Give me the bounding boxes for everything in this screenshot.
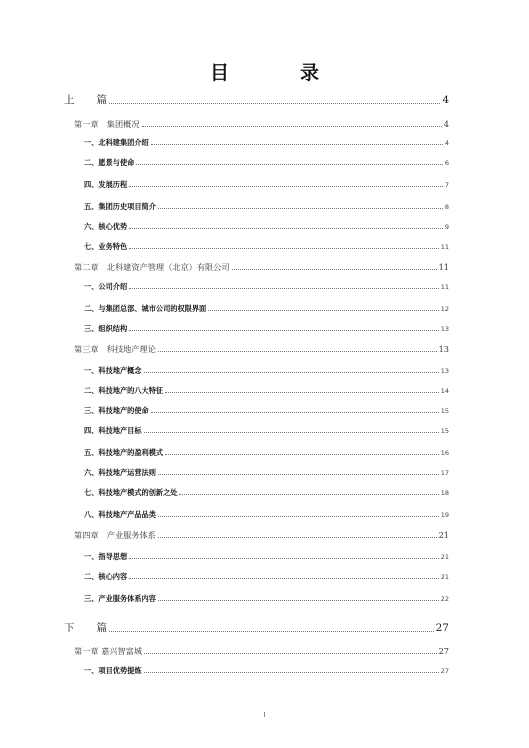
toc-leader-dots [158, 600, 439, 601]
toc-entry-label: 八、科技地产产品品类 [84, 510, 156, 519]
toc-entry-label: 第二章 北科建资产管理（北京）有限公司 [74, 262, 230, 272]
toc-entry-label: 六、核心优势 [84, 222, 128, 231]
toc-leader-dots [129, 578, 439, 579]
toc-section-entry[interactable] [84, 180, 449, 190]
toc-page-number: 14 [440, 387, 449, 395]
toc-page-number: 7 [444, 181, 449, 189]
toc-page-number: 18 [440, 489, 449, 497]
toc-entry-label: 六、科技地产运营法则 [84, 468, 156, 477]
toc-leader-dots [158, 516, 439, 517]
toc-page-number: 9 [444, 223, 449, 231]
toc-leader-dots [136, 164, 443, 165]
toc-section-entry[interactable] [84, 468, 449, 478]
toc-page-number: 11 [440, 283, 449, 291]
toc-page-number: 4 [442, 94, 449, 106]
toc-leader-dots [151, 144, 443, 145]
toc-leader-dots [109, 103, 440, 104]
toc-section-entry[interactable] [84, 552, 449, 562]
toc-section-entry[interactable] [84, 666, 449, 676]
toc-part-char-b: 篇 [96, 622, 107, 634]
toc-entry-label: 二、核心内容 [84, 572, 128, 581]
toc-part-char-a: 下 [64, 622, 75, 634]
toc-chapter-entry[interactable] [74, 530, 449, 541]
page-title: 目 录 [209, 62, 345, 84]
toc-section-entry[interactable] [84, 304, 449, 314]
toc-leader-dots [165, 392, 439, 393]
toc-page-number: 13 [440, 325, 449, 333]
toc-page-number: 17 [440, 469, 449, 477]
toc-entry-label: 第一章 嘉兴智富城 [74, 646, 143, 656]
toc-page-number: 8 [444, 203, 449, 211]
toc-page-number: 11 [440, 243, 449, 251]
toc-section-entry[interactable] [84, 324, 449, 334]
toc-chapter-entry[interactable] [74, 262, 449, 273]
toc-entry-label: 五、科技地产的盈利模式 [84, 448, 164, 457]
toc-leader-dots [144, 372, 439, 373]
toc-entry-label: 三、科技地产的使命 [84, 406, 149, 415]
toc-entry-label: 四、发展历程 [84, 180, 128, 189]
toc-page-number: 6 [444, 159, 449, 167]
toc-entry-label: 七、科技地产模式的创新之处 [84, 488, 178, 497]
toc-section-entry[interactable] [84, 386, 449, 396]
toc-leader-dots [158, 474, 439, 475]
toc-page-number: 13 [438, 344, 449, 354]
toc-leader-dots [129, 558, 439, 559]
toc-page-number: 4 [444, 139, 449, 147]
toc-entry-label: 一、科技地产概念 [84, 366, 142, 375]
toc-leader-dots [158, 208, 443, 209]
toc-section-entry[interactable] [84, 158, 449, 168]
toc-leader-dots [109, 631, 434, 632]
toc-section-entry[interactable] [84, 138, 449, 148]
toc-entry-label: 三、组织结构 [84, 324, 128, 333]
toc-leader-dots [158, 537, 437, 538]
toc-entry-label: 第四章 产业服务体系 [74, 530, 156, 540]
toc-section-entry[interactable] [84, 426, 449, 436]
toc-leader-dots [208, 310, 439, 311]
toc-leader-dots [142, 126, 442, 127]
toc-section-entry[interactable] [84, 510, 449, 520]
toc-entry-label: 二、愿景与使命 [84, 158, 135, 167]
toc-page-number: 16 [440, 449, 449, 457]
toc-section-entry[interactable] [84, 282, 449, 292]
toc-entry-label: 一、公司介绍 [84, 282, 128, 291]
toc-page-number: 27 [438, 646, 449, 656]
toc-entry-label: 第三章 科技地产理论 [74, 344, 156, 354]
toc-section-entry[interactable] [84, 448, 449, 458]
toc-page-number: 15 [440, 427, 449, 435]
toc-entry-label: 七、业务特色 [84, 242, 128, 251]
toc-part-entry[interactable] [64, 620, 449, 635]
toc-entry-label: 第一章 集团概况 [74, 119, 140, 129]
toc-page-number: 13 [440, 367, 449, 375]
toc-section-entry[interactable] [84, 242, 449, 252]
toc-leader-dots [144, 432, 439, 433]
page-number: I [263, 711, 266, 719]
toc-section-entry[interactable] [84, 222, 449, 232]
toc-section-entry[interactable] [84, 202, 449, 212]
toc-page-number: 21 [438, 530, 449, 540]
toc-entry-label: 四、科技地产目标 [84, 426, 142, 435]
toc-section-entry[interactable] [84, 488, 449, 498]
toc-page-number: 15 [440, 407, 449, 415]
toc-leader-dots [144, 653, 436, 654]
toc-part-char-b: 篇 [96, 94, 107, 106]
toc-part-char-a: 上 [64, 94, 75, 106]
toc-section-entry[interactable] [84, 406, 449, 416]
toc-entry-label: 一、北科建集团介绍 [84, 138, 149, 147]
toc-leader-dots [129, 186, 443, 187]
toc-entry-label: 二、与集团总部、城市公司的权限界面 [84, 304, 207, 313]
toc-page-number: 27 [435, 622, 449, 634]
toc-entry-label: 一、项目优势提炼 [84, 666, 142, 675]
toc-entry-label: 一、指导思想 [84, 552, 128, 561]
toc-entry-label [64, 92, 107, 107]
toc-page-number: 11 [438, 262, 449, 272]
toc-leader-dots [179, 494, 438, 495]
toc-section-entry[interactable] [84, 366, 449, 376]
toc-leader-dots [129, 248, 439, 249]
toc-page-number: 19 [440, 511, 449, 519]
toc-leader-dots [151, 412, 439, 413]
toc-chapter-entry[interactable] [74, 344, 449, 355]
toc-leader-dots [158, 351, 437, 352]
toc-entry-label: 三、产业服务体系内容 [84, 594, 156, 603]
toc-leader-dots [129, 288, 439, 289]
toc-leader-dots [165, 454, 439, 455]
toc-entry-label: 五、集团历史项目简介 [84, 202, 156, 211]
toc-leader-dots [232, 269, 437, 270]
toc-chapter-entry[interactable] [74, 119, 449, 130]
toc-section-entry[interactable] [84, 594, 449, 604]
toc-page-number: 21 [440, 573, 449, 581]
toc-section-entry[interactable] [84, 572, 449, 582]
toc-page-number: 12 [440, 305, 449, 313]
toc-entry-label: 二、科技地产的八大特征 [84, 386, 164, 395]
toc-entry-label [64, 620, 107, 635]
toc-leader-dots [129, 330, 439, 331]
toc-page-number: 21 [440, 553, 449, 561]
toc-part-entry[interactable] [64, 92, 449, 107]
toc-page-number: 22 [440, 595, 449, 603]
toc-chapter-entry[interactable] [74, 646, 449, 657]
toc-leader-dots [129, 228, 443, 229]
toc-page-number: 27 [440, 667, 449, 675]
toc-page-number: 4 [443, 119, 449, 129]
toc-leader-dots [144, 672, 439, 673]
